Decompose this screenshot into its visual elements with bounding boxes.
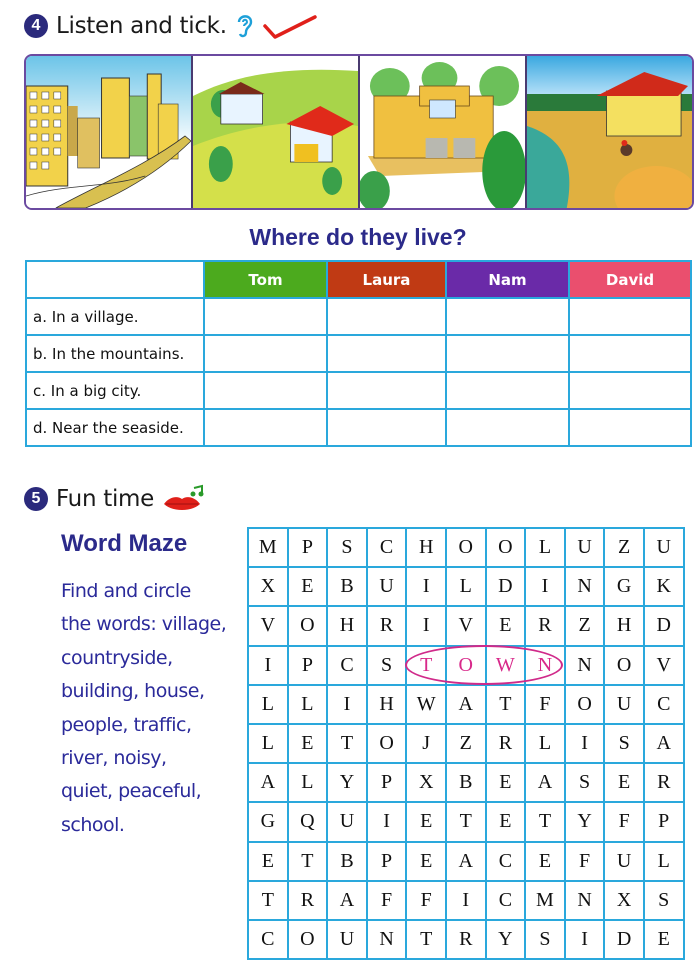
instruction-line: countryside, [61,646,173,669]
grid-letter-cell[interactable]: P [288,528,328,567]
picture-strip [24,54,694,210]
table-row [26,372,691,409]
word-maze-instructions [61,575,231,842]
instruction-line: building, house, [61,680,205,703]
grid-letter-cell[interactable]: U [604,842,644,881]
grid-row [248,763,684,802]
table-row [26,335,691,372]
grid-letter-cell[interactable]: C [644,685,684,724]
grid-letter-cell[interactable]: E [486,802,526,841]
column-david: David [569,261,691,298]
grid-letter-cell[interactable]: H [367,685,407,724]
grid-letter-cell[interactable]: O [565,685,605,724]
grid-letter-cell[interactable]: A [248,763,288,802]
grid-letter-cell[interactable]: B [327,842,367,881]
grid-letter-cell[interactable]: E [644,920,684,959]
grid-letter-cell[interactable]: W [406,685,446,724]
tick-cell-nam-city[interactable] [446,372,569,409]
grid-letter-cell[interactable]: L [248,724,288,763]
instruction-line: river, noisy, [61,747,167,770]
column-laura: Laura [327,261,446,298]
grid-letter-cell[interactable]: L [525,528,565,567]
grid-letter-cell[interactable]: L [288,763,328,802]
grid-letter-cell[interactable]: C [367,528,407,567]
empty-corner-cell [26,261,204,298]
exercise-5-title: Fun time [56,486,155,512]
grid-letter-cell[interactable]: R [367,606,407,645]
grid-letter-cell[interactable]: Y [486,920,526,959]
grid-row [248,528,684,567]
picture-village[interactable] [360,56,527,208]
grid-letter-cell[interactable]: D [604,920,644,959]
grid-letter-cell[interactable]: S [327,528,367,567]
grid-letter-cell[interactable]: D [486,567,526,606]
grid-letter-cell[interactable]: S [565,763,605,802]
grid-letter-cell[interactable]: E [486,763,526,802]
grid-letter-cell[interactable]: O [446,646,486,685]
grid-letter-cell[interactable]: J [406,724,446,763]
exercise-number-badge: 5 [24,487,48,511]
tick-cell-laura-village[interactable] [327,298,446,335]
grid-letter-cell[interactable]: I [406,606,446,645]
grid-letter-cell[interactable]: T [288,842,328,881]
picture-city[interactable] [26,56,193,208]
tick-cell-nam-mountains[interactable] [446,335,569,372]
grid-letter-cell[interactable]: E [288,567,328,606]
grid-letter-cell[interactable]: T [406,920,446,959]
picture-mountains[interactable] [193,56,360,208]
grid-letter-cell[interactable]: C [486,881,526,920]
grid-letter-cell[interactable]: T [248,881,288,920]
grid-letter-cell[interactable]: I [327,685,367,724]
grid-letter-cell[interactable]: S [644,881,684,920]
grid-letter-cell[interactable]: L [644,842,684,881]
grid-letter-cell[interactable]: R [288,881,328,920]
grid-letter-cell[interactable]: R [525,606,565,645]
grid-letter-cell[interactable]: C [248,920,288,959]
grid-letter-cell[interactable]: T [327,724,367,763]
grid-letter-cell[interactable]: O [288,920,328,959]
grid-letter-cell[interactable]: V [248,606,288,645]
grid-row [248,567,684,606]
grid-letter-cell[interactable]: D [644,606,684,645]
grid-letter-cell[interactable]: U [644,528,684,567]
grid-letter-cell[interactable]: F [406,881,446,920]
grid-letter-cell[interactable]: V [446,606,486,645]
grid-letter-cell[interactable]: B [446,763,486,802]
grid-letter-cell[interactable]: N [367,920,407,959]
word-maze-grid [247,527,685,960]
grid-letter-cell[interactable]: A [327,881,367,920]
grid-letter-cell[interactable]: P [288,646,328,685]
grid-letter-cell[interactable]: Z [446,724,486,763]
grid-letter-cell[interactable]: F [604,802,644,841]
lips-music-icon [162,484,206,514]
grid-letter-cell[interactable]: P [644,802,684,841]
grid-letter-cell[interactable]: G [248,802,288,841]
grid-letter-cell[interactable]: R [446,920,486,959]
tick-cell-nam-village[interactable] [446,298,569,335]
grid-letter-cell[interactable]: T [486,685,526,724]
exercise-5-header [24,484,206,514]
tick-cell-laura-mountains[interactable] [327,335,446,372]
row-label-seaside: d. Near the seaside. [26,409,204,446]
tick-cell-tom-mountains[interactable] [204,335,327,372]
grid-letter-cell[interactable]: O [446,528,486,567]
grid-letter-cell[interactable]: I [525,567,565,606]
grid-letter-cell[interactable]: M [525,881,565,920]
exercise-4-header [24,12,317,40]
grid-letter-cell[interactable]: U [327,920,367,959]
grid-letter-cell[interactable]: A [525,763,565,802]
grid-letter-cell[interactable]: I [406,567,446,606]
grid-letter-cell[interactable]: C [486,842,526,881]
tick-cell-tom-village[interactable] [204,298,327,335]
ear-icon [235,12,255,40]
grid-letter-cell[interactable]: H [327,606,367,645]
grid-row [248,802,684,841]
grid-letter-cell[interactable]: Y [327,763,367,802]
grid-letter-cell[interactable]: G [604,567,644,606]
grid-letter-cell[interactable]: I [565,724,605,763]
grid-letter-cell[interactable]: H [604,606,644,645]
tick-cell-david-mountains[interactable] [569,335,691,372]
grid-row [248,606,684,645]
grid-letter-cell[interactable]: U [565,528,605,567]
grid-letter-cell[interactable]: E [525,842,565,881]
grid-letter-cell[interactable]: R [644,763,684,802]
grid-letter-cell[interactable]: M [248,528,288,567]
grid-letter-cell[interactable]: A [644,724,684,763]
grid-letter-cell[interactable]: Y [565,802,605,841]
tick-cell-tom-seaside[interactable] [204,409,327,446]
grid-letter-cell[interactable]: K [644,567,684,606]
grid-letter-cell[interactable]: N [565,881,605,920]
grid-letter-cell[interactable]: A [446,842,486,881]
grid-letter-cell[interactable]: O [288,606,328,645]
row-label-city: c. In a big city. [26,372,204,409]
tick-cell-david-village[interactable] [569,298,691,335]
tick-cell-laura-seaside[interactable] [327,409,446,446]
grid-letter-cell[interactable]: I [367,802,407,841]
row-label-mountains: b. In the mountains. [26,335,204,372]
grid-letter-cell[interactable]: I [565,920,605,959]
table-row [26,298,691,335]
grid-letter-cell[interactable]: I [248,646,288,685]
grid-letter-cell[interactable]: T [525,802,565,841]
picture-seaside[interactable] [527,56,692,208]
tick-cell-nam-seaside[interactable] [446,409,569,446]
grid-letter-cell[interactable]: B [327,567,367,606]
row-label-village: a. In a village. [26,298,204,335]
grid-letter-cell[interactable]: O [486,528,526,567]
word-maze-title: Word Maze [61,530,188,557]
grid-letter-cell[interactable]: L [525,724,565,763]
instruction-line: the words: village, [61,613,227,636]
grid-letter-cell[interactable]: H [406,528,446,567]
grid-letter-cell[interactable]: V [644,646,684,685]
grid-letter-cell[interactable]: S [525,920,565,959]
instruction-line: quiet, peaceful, [61,780,202,803]
grid-letter-cell[interactable]: E [406,802,446,841]
grid-row [248,646,684,685]
grid-letter-cell[interactable]: Q [288,802,328,841]
grid-letter-cell[interactable]: C [327,646,367,685]
grid-letter-cell[interactable]: E [604,763,644,802]
grid-letter-cell[interactable]: F [525,685,565,724]
column-tom: Tom [204,261,327,298]
tick-cell-laura-city[interactable] [327,372,446,409]
instruction-line: school. [61,813,125,836]
grid-letter-cell[interactable]: L [288,685,328,724]
grid-letter-cell[interactable]: F [367,881,407,920]
grid-letter-cell[interactable]: U [327,802,367,841]
grid-letter-cell[interactable]: U [367,567,407,606]
grid-letter-cell[interactable]: E [406,842,446,881]
grid-letter-cell[interactable]: L [446,567,486,606]
grid-letter-cell[interactable]: E [486,606,526,645]
grid-letter-cell[interactable]: T [406,646,446,685]
instruction-line: Find and circle [61,580,191,602]
grid-letter-cell[interactable]: U [604,685,644,724]
grid-letter-cell[interactable]: I [446,881,486,920]
grid-letter-cell[interactable]: Z [604,528,644,567]
grid-letter-cell[interactable]: E [248,842,288,881]
grid-letter-cell[interactable]: R [486,724,526,763]
grid-letter-cell[interactable]: W [486,646,526,685]
table-title: Where do they live? [249,224,467,250]
grid-row [248,920,684,959]
grid-letter-cell[interactable]: T [446,802,486,841]
grid-letter-cell[interactable]: F [565,842,605,881]
grid-letter-cell[interactable]: N [565,646,605,685]
instruction-line: people, traffic, [61,713,192,736]
grid-letter-cell[interactable]: O [604,646,644,685]
grid-letter-cell[interactable]: S [367,646,407,685]
grid-letter-cell[interactable]: E [288,724,328,763]
grid-row [248,724,684,763]
grid-letter-cell[interactable]: Z [565,606,605,645]
grid-row [248,881,684,920]
tick-icon [263,12,317,40]
grid-letter-cell[interactable]: N [525,646,565,685]
grid-letter-cell[interactable]: N [565,567,605,606]
table-header-row [26,261,691,298]
grid-letter-cell[interactable]: S [604,724,644,763]
tick-cell-david-seaside[interactable] [569,409,691,446]
tick-cell-tom-city[interactable] [204,372,327,409]
grid-letter-cell[interactable]: P [367,842,407,881]
grid-row [248,685,684,724]
grid-letter-cell[interactable]: A [446,685,486,724]
exercise-4-title: Listen and tick. [56,13,227,39]
table-row [26,409,691,446]
grid-letter-cell[interactable]: X [604,881,644,920]
grid-row [248,842,684,881]
tick-cell-david-city[interactable] [569,372,691,409]
grid-letter-cell[interactable]: X [406,763,446,802]
column-nam: Nam [446,261,569,298]
grid-letter-cell[interactable]: X [248,567,288,606]
exercise-number-badge: 4 [24,14,48,38]
where-live-table [25,260,692,447]
grid-letter-cell[interactable]: O [367,724,407,763]
grid-letter-cell[interactable]: P [367,763,407,802]
grid-letter-cell[interactable]: L [248,685,288,724]
